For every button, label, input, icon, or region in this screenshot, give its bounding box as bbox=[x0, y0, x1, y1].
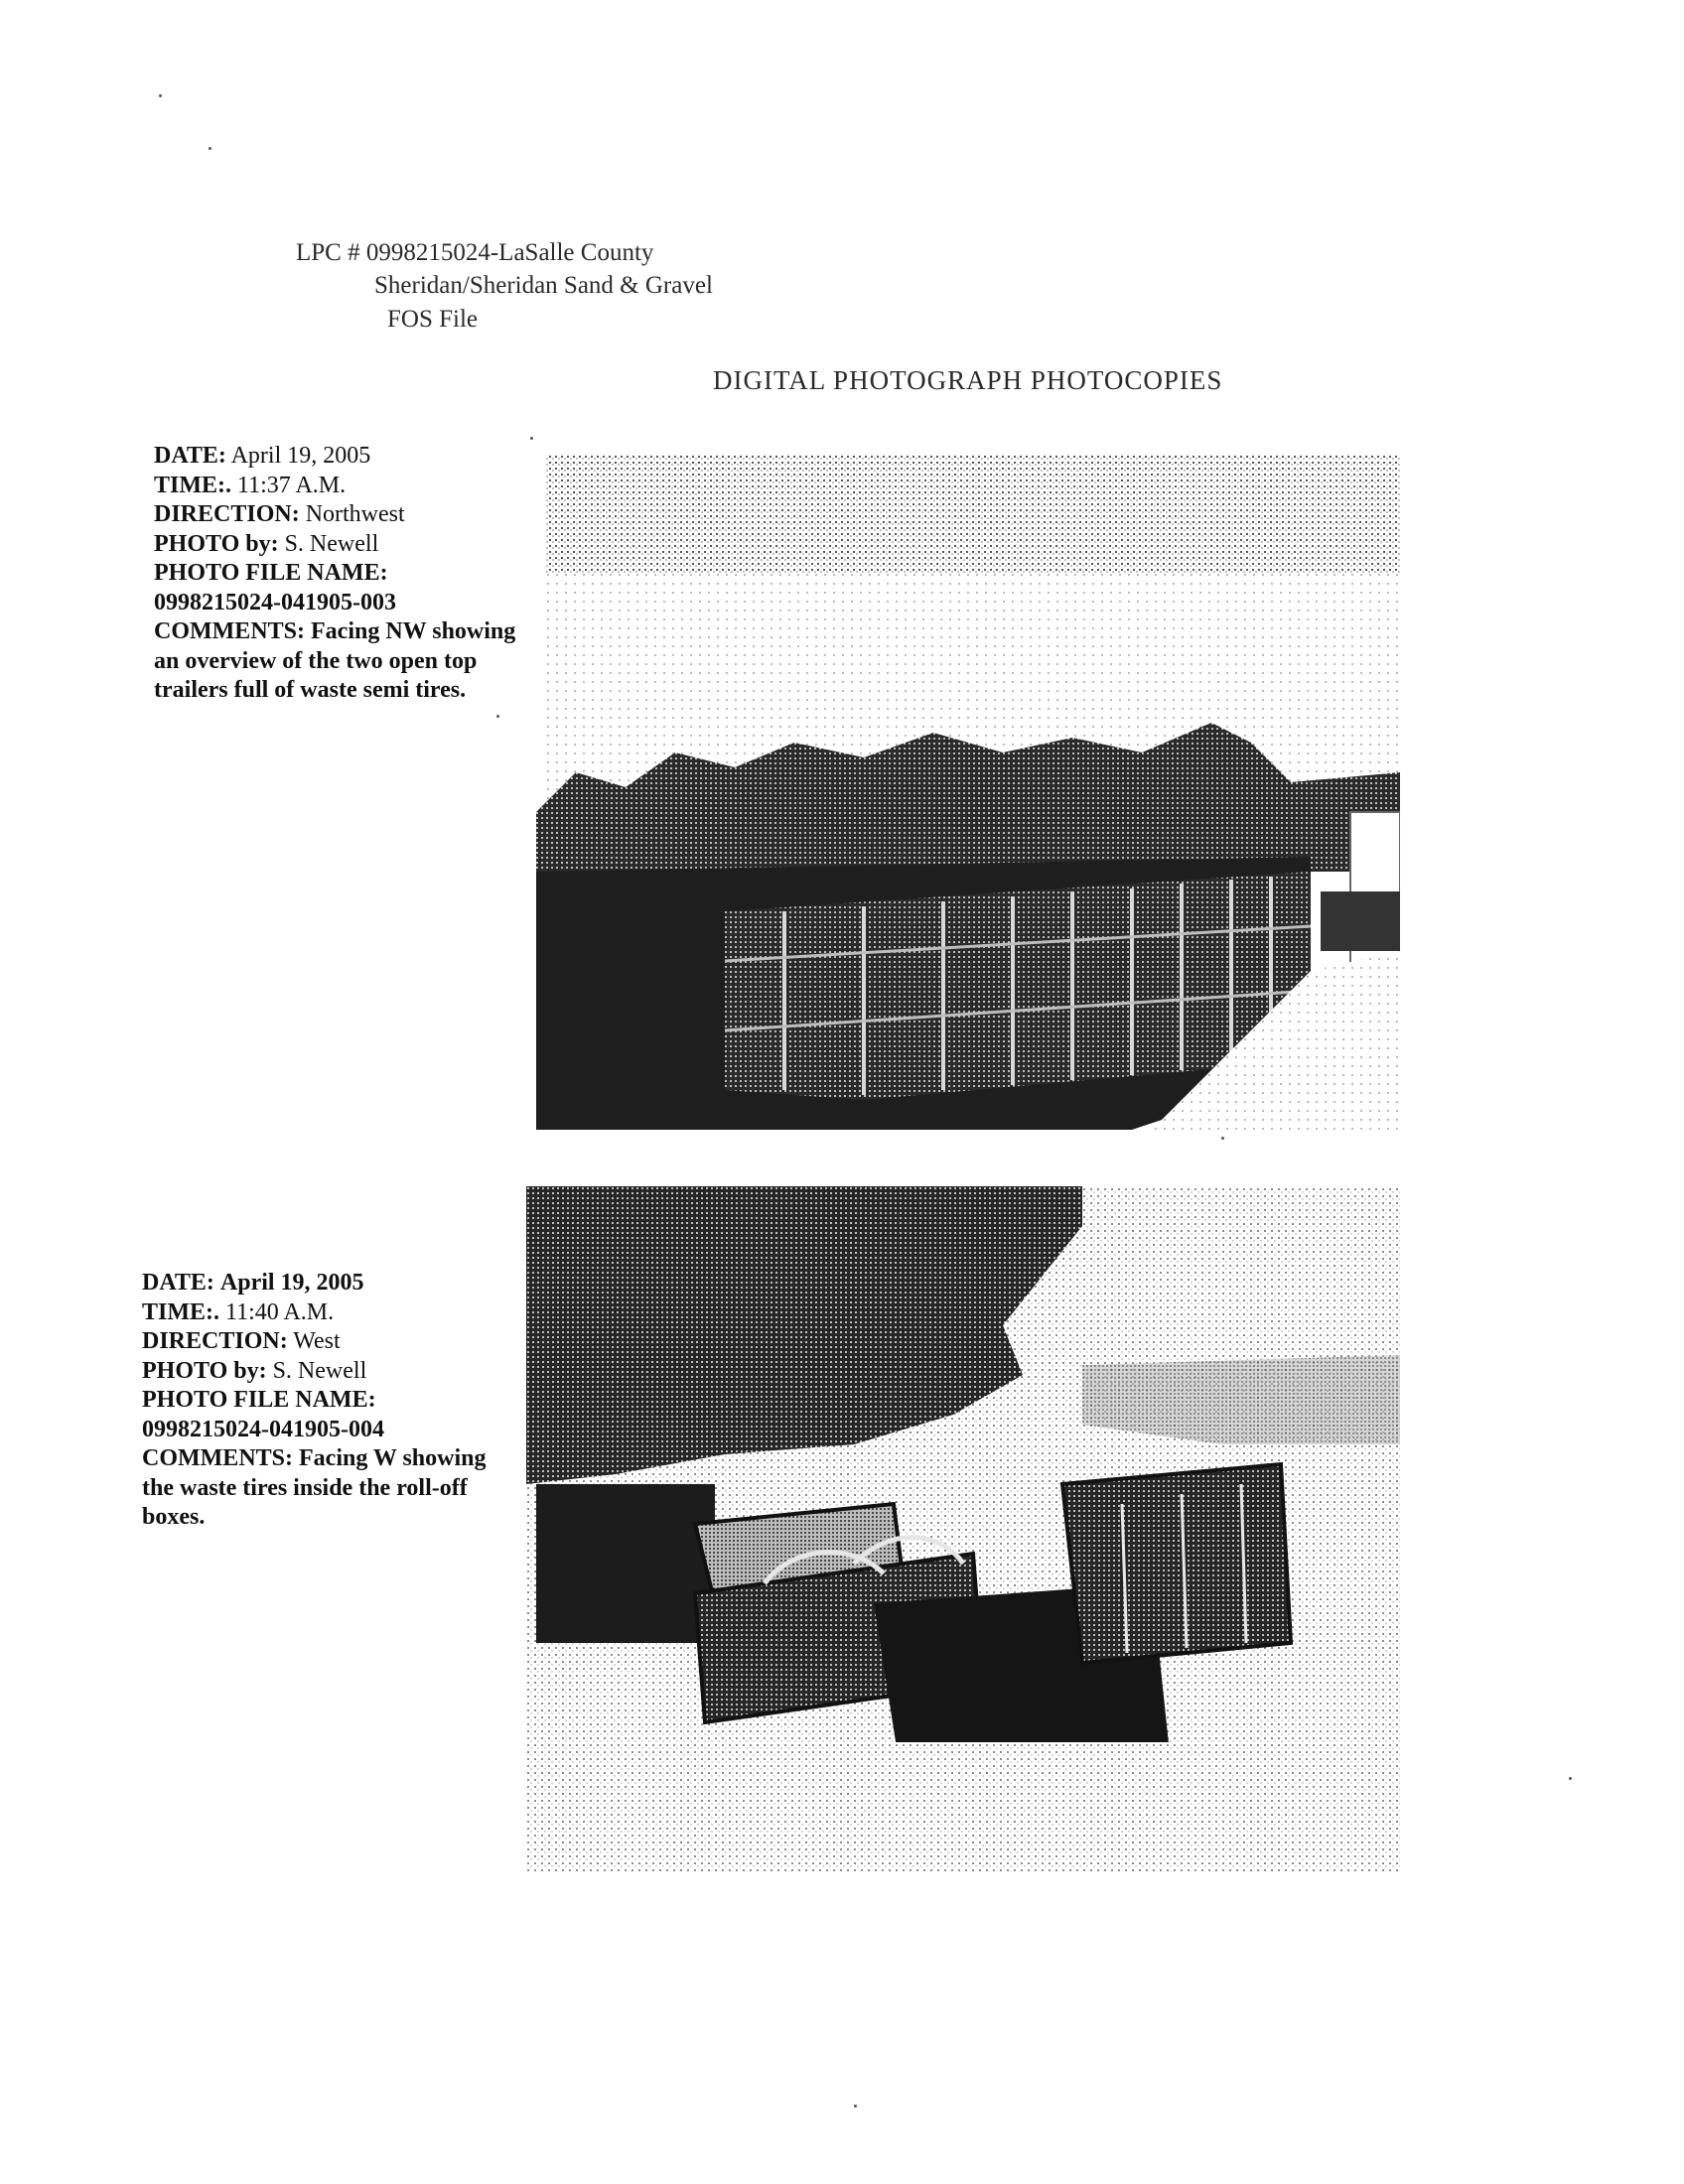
scan-speck bbox=[496, 715, 499, 718]
photo-trailers bbox=[536, 455, 1400, 1130]
direction-label: DIRECTION: bbox=[142, 1328, 288, 1354]
direction-value: West bbox=[293, 1328, 341, 1354]
direction-value: Northwest bbox=[305, 501, 405, 527]
file-name-value: 0998215024-041905-003 bbox=[154, 589, 396, 615]
scan-speck bbox=[530, 437, 533, 440]
comments-label: COMMENTS: bbox=[154, 618, 305, 644]
photo-roll-off-boxes bbox=[526, 1186, 1400, 1871]
comments-value: Facing NW showing an overview of the two open top trailers full of waste semi tires. bbox=[154, 618, 516, 703]
photographer-label: PHOTO by: bbox=[142, 1357, 267, 1384]
file-name-value: 0998215024-041905-004 bbox=[142, 1416, 384, 1442]
time-label: TIME:. bbox=[154, 472, 231, 498]
header-site-name: Sheridan/Sheridan Sand & Gravel bbox=[374, 272, 713, 299]
scan-speck bbox=[209, 147, 211, 150]
time-value: 11:40 A.M. bbox=[225, 1298, 335, 1325]
photo-caption-2 bbox=[142, 1269, 509, 1533]
scan-speck bbox=[1221, 1137, 1224, 1140]
date-value: April 19, 2005 bbox=[230, 443, 371, 469]
header-file-type: FOS File bbox=[387, 306, 479, 333]
comments-label: COMMENTS: bbox=[142, 1445, 293, 1471]
document-title: DIGITAL PHOTOGRAPH PHOTOCOPIES bbox=[713, 365, 1223, 395]
date-label: DATE: bbox=[142, 1270, 214, 1296]
scan-speck bbox=[159, 94, 162, 97]
header-lpc-number: LPC # 0998215024-LaSalle County bbox=[296, 239, 654, 266]
direction-label: DIRECTION: bbox=[154, 501, 300, 527]
time-label: TIME:. bbox=[142, 1298, 219, 1325]
date-value: April 19, 2005 bbox=[219, 1270, 364, 1296]
comments-value: Facing W showing the waste tires inside the roll-off boxes. bbox=[142, 1445, 487, 1530]
time-value: 11:37 A.M. bbox=[237, 472, 347, 498]
file-name-label: PHOTO FILE NAME: bbox=[154, 560, 388, 586]
file-name-label: PHOTO FILE NAME: bbox=[142, 1387, 376, 1413]
photographer-value: S. Newell bbox=[284, 530, 379, 557]
scan-speck bbox=[854, 2105, 857, 2108]
photographer-value: S. Newell bbox=[272, 1357, 367, 1384]
photo-caption-1 bbox=[154, 442, 521, 706]
scan-speck bbox=[1569, 1777, 1572, 1780]
date-label: DATE: bbox=[154, 443, 226, 469]
photographer-label: PHOTO by: bbox=[154, 530, 279, 557]
